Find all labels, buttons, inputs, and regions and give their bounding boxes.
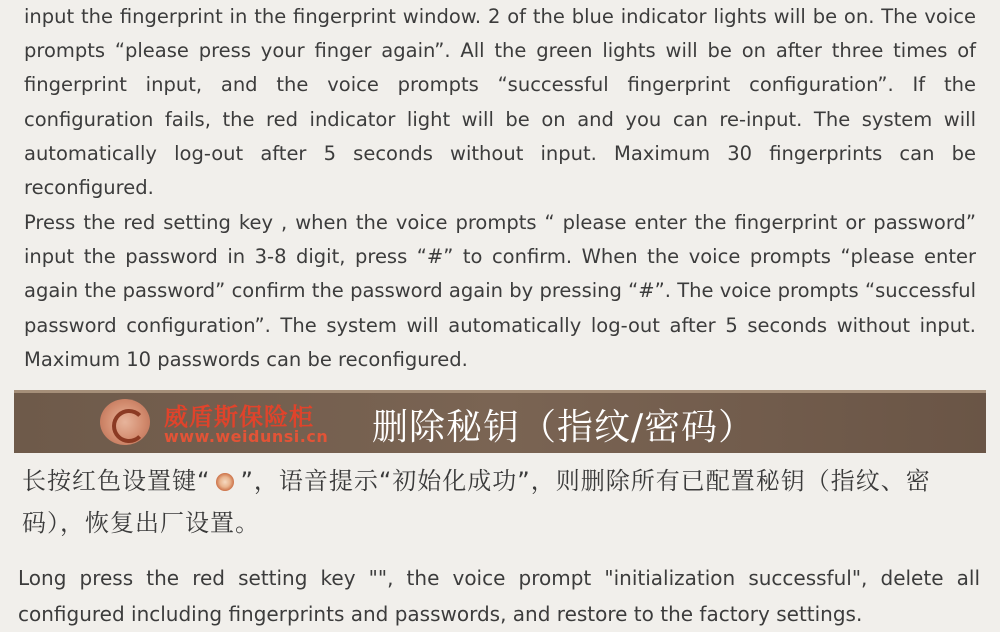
- delete-instructions-cn: [22, 460, 982, 544]
- phoenix-logo-icon: [100, 399, 150, 445]
- delete-cn-part2: ”，语音提示“初始化成功”，则删除所有已配置秘钥（指纹、密码），恢复出厂设置。: [22, 467, 931, 537]
- section-banner: [14, 390, 986, 453]
- fingerprint-instructions: input the fingerprint in the fingerprint window. 2 of the blue indicator lights will be on. The voice prompts “please press your finger again”. All the green lights will be on after three times of fingerprint input, and the voice prompts “successful fingerprint configuration”. If the configuration fails, the red indicator light will be on and you can re-input. The system will automatically log-out after 5 seconds without input. Maximum 30 fingerprints can be reconfigured.: [24, 5, 976, 200]
- delete-instructions-en: Long press the red setting key "", the voice prompt "initialization successful", delete all configured including fingerprints and passwords, and restore to the factory settings.: [18, 566, 980, 626]
- brand-name-watermark: 威盾斯保险柜: [164, 403, 314, 431]
- brand-url-watermark: www.weidunsi.cn: [164, 427, 329, 446]
- red-setting-key-icon: [216, 473, 234, 491]
- section-title: 删除秘钥（指纹/密码）: [372, 407, 756, 448]
- password-instructions: Press the red setting key , when the voice prompts “ please enter the fingerprint or password” input the password in 3-8 digit, press “#” to confirm. When the voice prompts “please enter again the password” confirm the password again by pressing “#”. The voice prompts “successful password configuration”. The system will automatically log-out after 5 seconds without input. Maximum 10 passwords can be reconfigured.: [24, 211, 976, 371]
- logo-emblem: [112, 409, 146, 443]
- delete-cn-part1: 长按红色设置键“: [22, 467, 211, 495]
